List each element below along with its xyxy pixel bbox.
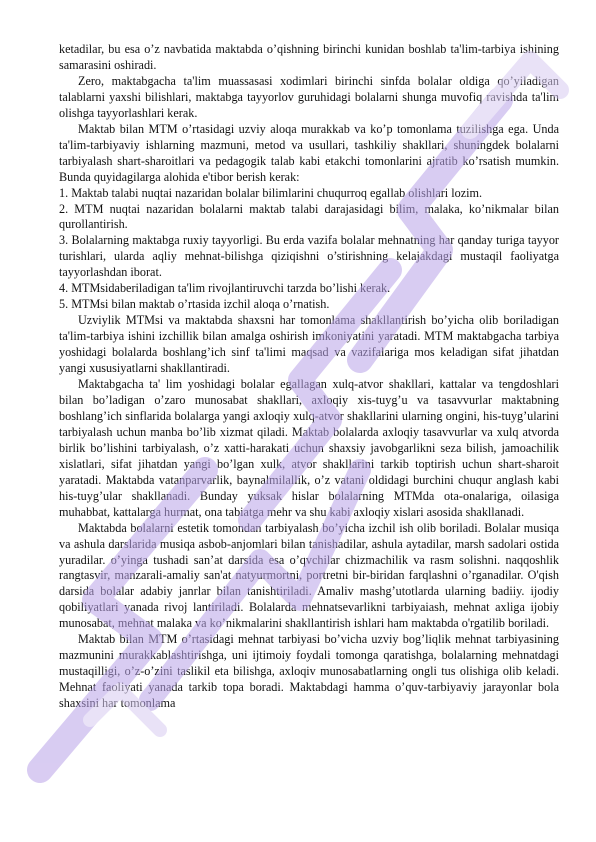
paragraph-7: Maktab bilan MTM o’rtasidagi mehnat tarbiyasi bo’vicha uzviy bog’liqlik mehnat tarbiyasining mazmunini murakkablashtirishga, uni ijtimoiy foydali tomonga qaratishga, bolalarning mehnatdagi mustaqilligi, o’z-o’zini taslikil eta bilishga, axloqiv munosabatlarning ongli tus olishiga olib keladi. Mehnat faoliyati yanada tarkib topa boradi. Maktabdagi hamma o’quv-tarbiyaviy jarayonlar bola shaxsini har tomonlama: [59, 632, 559, 711]
paragraph-5: Maktabgacha ta' lim yoshidagi bolalar egallagan xulq-atvor shakllari, kattalar va tengdoshlari bilan bo’ladigan o’zaro munosabat shakllari, axloqiy xis-tuyg’u va tasavvurlar maktabning boshlang’ich sinflarida bolalarga yangi axloqiy xulq-atvor shakllarini ularning ongini, his-tuyg’ularini tarbiyalash uchun manba bo’lib xizmat qiladi. Maktab bolalarda axloqiy tasavvurlar va xulq atvorda birlik bo’lishini tarbiyalash, o’z xatti-harakati uchun shaxsiy javobgarlikni seza bilish, jamoachilik xislatlari, sifat jihatdan yangi bo’lgan xulk, atvor shakllarini tarkib toptirish uchun shart-sharoit yaratadi. Maktabda vatanparvarlik, baynalmilallik, o’z vatani oldidagi burchini chuqur anglash kabi his-tuyg’ular shakllanadi. Bunday yuksak hislar bolalarning MTMda ota-onalariga, oilasiga muhabbat, kattalarga hurmat, ona tabiatga mehr va shu kabi axloqiy xislari asosida shakllanadi.: [59, 377, 559, 519]
paragraph-6: Maktabda bolalarni estetik tomondan tarbiyalash bo’yicha izchil ish olib boriladi. Bolalar musiqa va ashula darslarida musiqa asbob-anjomlari bilan tanishadilar, ashula aytadilar, marsh sadolari ostida yuradilar. o’yinga tushadi san’at darsida esa o’qvchilar chizmachilik va rasm solishni. naqqoshlik rangtasvir, manzarali-amaliy san'at natyurmortni, portretni bir-biridan farqlashni o’rganadilar. O'qish darsida bolalar adabiy janrlar bilan tanishtiriladi. Amaliv mashg’utotlarda ularning badiiy. ijodiy qobiliyatlari yanada rivoj lantiriladi. Bolalarda mehnatsevarlikni tarbiyaiash, mehnat axliga ijobiy munosabat, mehnat malaka va ko’nikmalarini shakllantirish ishlari ham maktabda o'rgatilib boriladi.: [59, 520, 559, 631]
paragraph-2: Zero, maktabgacha ta'lim muassasasi xodimlari birinchi sinfda bolalar oldiga qo’yiladigan talablarni yaxshi bilishlari, maktabga tayyorlov guruhidagi bolalarni shunga muvofiq ravishda ta'lim olishga tayyorlashlari kerak.: [59, 73, 559, 120]
list-item-2: 2. MTM nuqtai nazaridan bolalarni maktab talabi darajasidagi bilim, malaka, ko’nikmalar bilan qurollantirish.: [59, 201, 559, 232]
list-item-3: 3. Bolalarning maktabga ruxiy tayyorligi. Bu erda vazifa bolalar mehnatning har qanday turiga tayyor turishlari, ularda aqliy mehnat-bilishga qiziqishni o’stirishning kelajakdagi mustaqil faoliyatga tayyorlashdan iborat.: [59, 233, 559, 280]
paragraph-4: Uzviylik MTMsi va maktabda shaxsni har tomonlama shakllantirish bo’yicha olib boriladigan ta'lim-tarbiya ishini izchillik bilan amalga oshirish imkoniyatini yaratadi. MTM maktabgacha tarbiya yoshidagi bolalarda boshlang’ich sinf ta'limi maqsad va vazifalariga mos keladigan sifat jihatdan yangi xususiyatlarni shakllantiradi.: [59, 313, 559, 376]
paragraph-1: ketadilar, bu esa o’z navbatida maktabda o’qishning birinchi kunidan boshlab ta'lim-tarbiya ishining samarasini oshiradi.: [59, 42, 559, 72]
list-item-5: 5. MTMsi bilan maktab o’rtasida izchil aloqa o’rnatish.: [59, 297, 330, 312]
list-item-1: 1. Maktab talabi nuqtai nazaridan bolalar bilimlarini chuqurroq egallab olishlari lozim.: [59, 185, 483, 200]
paragraph-3: Maktab bilan MTM o’rtasidagi uzviy aloqa murakkab va ko’p tomonlama tuzilishga ega. Unda ta'lim-tarbiyaviy ishlarning mazmuni, metod va usullari, tashkiliy shakllari, shuningdek bolalarni tarbiyalash shart-sharoitlari va pedagogik talab kabi etakchi tomonlarini ajratib ko’rsatish mumkin. Bunda quyidagilarga alohida e'tibor berish kerak:: [59, 121, 559, 184]
list-item-4: 4. MTMsidaberiladigan ta'lim rivojlantiruvchi tarzda bo’lishi kerak.: [59, 281, 391, 296]
document-body: [59, 42, 559, 712]
